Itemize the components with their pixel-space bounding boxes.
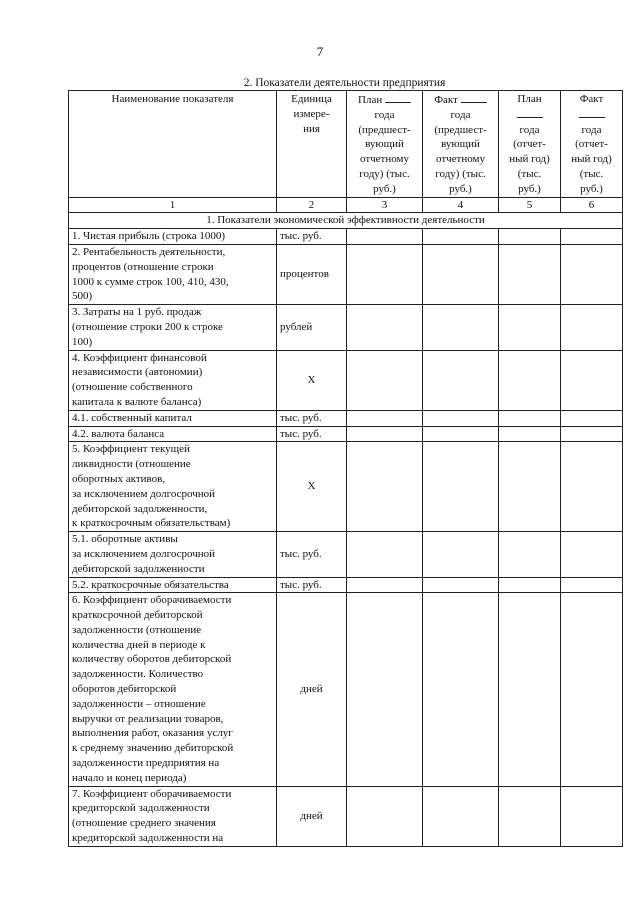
value-fact-report bbox=[561, 593, 623, 786]
indicator-label bbox=[69, 532, 277, 577]
value-fact-prev bbox=[423, 244, 499, 304]
indicator-unit: тыс. руб. bbox=[277, 410, 347, 426]
header-line: ный год) bbox=[571, 153, 612, 166]
header-line: (отчет- bbox=[575, 138, 608, 151]
value-plan-report bbox=[499, 410, 561, 426]
value-plan-report bbox=[499, 593, 561, 786]
indicator-unit: тыс. руб. bbox=[277, 577, 347, 593]
table-row bbox=[69, 593, 623, 786]
indicator-label-line: задолженности. Количество bbox=[72, 668, 204, 681]
indicator-unit: тыс. руб. bbox=[277, 426, 347, 442]
blank-year-line bbox=[517, 107, 543, 118]
header-line: Факт bbox=[434, 94, 458, 106]
header-line: руб.) bbox=[449, 182, 472, 195]
value-fact-report bbox=[561, 305, 623, 350]
indicator-unit: тыс. руб. bbox=[277, 532, 347, 577]
blank-year-line bbox=[385, 92, 411, 103]
header-fact-prev-year bbox=[423, 91, 499, 198]
indicator-label-line: задолженности – отношение bbox=[72, 697, 206, 710]
value-plan-prev bbox=[347, 426, 423, 442]
value-fact-report bbox=[561, 532, 623, 577]
column-number-row bbox=[69, 197, 623, 213]
table-row bbox=[69, 229, 623, 245]
indicator-unit: дней bbox=[277, 593, 347, 786]
header-line: отчетному bbox=[359, 153, 410, 166]
indicator-label-line: задолженности (отношение bbox=[72, 623, 202, 636]
header-unit-line: ния bbox=[303, 122, 320, 135]
indicator-label-line: 4.1. собственный капитал bbox=[72, 411, 192, 424]
indicator-label-line: 100) bbox=[72, 335, 93, 348]
value-fact-prev bbox=[423, 593, 499, 786]
value-fact-report bbox=[561, 410, 623, 426]
section-title: 1. Показатели экономической эффективности деятельности bbox=[69, 213, 623, 229]
value-plan-report bbox=[499, 350, 561, 410]
header-line: ный год) bbox=[509, 153, 550, 166]
header-line: (предшест- bbox=[434, 123, 487, 136]
section-row bbox=[69, 213, 623, 229]
indicator-label-line: 5. Коэффициент текущей bbox=[72, 443, 190, 456]
header-unit bbox=[277, 91, 347, 198]
indicator-label-line: количеству оборотов дебиторской bbox=[72, 653, 232, 666]
indicator-label-line: 7. Коэффициент оборачиваемости bbox=[72, 787, 232, 800]
table-row bbox=[69, 410, 623, 426]
indicator-label-line: 1000 к сумме строк 100, 410, 430, bbox=[72, 275, 229, 288]
column-number: 2 bbox=[277, 197, 347, 213]
indicator-label-line: оборотов дебиторской bbox=[72, 683, 177, 696]
header-line: году) (тыс. bbox=[359, 167, 410, 180]
column-number: 4 bbox=[423, 197, 499, 213]
header-line: руб.) bbox=[373, 182, 396, 195]
indicator-label-line: дебиторской задолженности, bbox=[72, 502, 208, 515]
table-row bbox=[69, 244, 623, 304]
indicator-unit: тыс. руб. bbox=[277, 229, 347, 245]
indicator-label-line: 2. Рентабельность деятельности, bbox=[72, 245, 226, 258]
value-fact-prev bbox=[423, 305, 499, 350]
header-line: года bbox=[374, 108, 395, 121]
indicator-label-line: оборотных активов, bbox=[72, 472, 166, 485]
value-plan-prev bbox=[347, 442, 423, 532]
indicator-label-line: (отношение строки 200 к строке bbox=[72, 320, 223, 333]
indicator-label bbox=[69, 305, 277, 350]
indicator-label-line: к среднему значению дебиторской bbox=[72, 742, 234, 755]
header-plan-report-year bbox=[499, 91, 561, 198]
indicator-label-line: 1. Чистая прибыль (строка 1000) bbox=[72, 230, 226, 243]
blank-year-line bbox=[461, 92, 487, 103]
indicator-label bbox=[69, 577, 277, 593]
value-fact-report bbox=[561, 244, 623, 304]
value-plan-prev bbox=[347, 305, 423, 350]
indicator-label bbox=[69, 229, 277, 245]
indicator-unit: дней bbox=[277, 786, 347, 846]
header-unit-line: измере- bbox=[293, 107, 330, 120]
indicator-label-line: 500) bbox=[72, 290, 93, 303]
indicator-label bbox=[69, 244, 277, 304]
value-plan-prev bbox=[347, 244, 423, 304]
indicator-unit: процентов bbox=[277, 244, 347, 304]
value-fact-report bbox=[561, 577, 623, 593]
value-plan-prev bbox=[347, 350, 423, 410]
header-line: года bbox=[581, 123, 602, 136]
value-plan-report bbox=[499, 244, 561, 304]
value-plan-prev bbox=[347, 532, 423, 577]
column-number: 3 bbox=[347, 197, 423, 213]
indicator-label-line: за исключением долгосрочной bbox=[72, 487, 216, 500]
table-row bbox=[69, 532, 623, 577]
header-fact-report-year bbox=[561, 91, 623, 198]
header-plan-prev-year bbox=[347, 91, 423, 198]
value-plan-report bbox=[499, 442, 561, 532]
indicator-label-line: 3. Затраты на 1 руб. продаж bbox=[72, 306, 202, 319]
indicator-label bbox=[69, 593, 277, 786]
value-fact-report bbox=[561, 426, 623, 442]
value-fact-report bbox=[561, 229, 623, 245]
header-line: (тыс. bbox=[517, 167, 542, 180]
value-fact-prev bbox=[423, 426, 499, 442]
header-row bbox=[69, 91, 623, 198]
table-caption: 2. Показатели деятельности предприятия bbox=[243, 77, 446, 89]
indicator-unit: рублей bbox=[277, 305, 347, 350]
value-fact-report bbox=[561, 442, 623, 532]
column-number: 1 bbox=[69, 197, 277, 213]
indicator-label-line: 6. Коэффициент оборачиваемости bbox=[72, 594, 232, 607]
value-fact-prev bbox=[423, 410, 499, 426]
value-plan-report bbox=[499, 229, 561, 245]
indicator-label bbox=[69, 350, 277, 410]
table-row bbox=[69, 305, 623, 350]
indicator-label-line: 4. Коэффициент финансовой bbox=[72, 351, 207, 364]
indicator-unit: X bbox=[277, 442, 347, 532]
indicator-label-line: дебиторской задолженности bbox=[72, 562, 205, 575]
indicator-label-line: процентов (отношение строки bbox=[72, 260, 214, 273]
header-line: вующий bbox=[365, 138, 404, 151]
indicator-label-line: краткосрочной дебиторской bbox=[72, 609, 203, 622]
indicator-label-line: (отношение собственного bbox=[72, 381, 193, 394]
header-line: году) (тыс. bbox=[435, 167, 486, 180]
value-fact-report bbox=[561, 786, 623, 846]
indicator-label-line: задолженности предприятия на bbox=[72, 757, 220, 770]
indicator-label-line: количества дней в периоде к bbox=[72, 638, 206, 651]
value-fact-prev bbox=[423, 350, 499, 410]
value-plan-prev bbox=[347, 577, 423, 593]
header-line: (отчет- bbox=[513, 138, 546, 151]
column-number: 6 bbox=[561, 197, 623, 213]
indicator-label bbox=[69, 442, 277, 532]
header-line: года bbox=[519, 123, 540, 136]
header-line: План bbox=[517, 93, 542, 105]
indicator-label bbox=[69, 410, 277, 426]
header-line: отчетному bbox=[435, 153, 486, 166]
value-fact-report bbox=[561, 350, 623, 410]
table-row bbox=[69, 786, 623, 846]
indicator-label bbox=[69, 786, 277, 846]
indicator-label-line: 4.2. валюта баланса bbox=[72, 427, 165, 440]
indicator-unit: X bbox=[277, 350, 347, 410]
indicator-label-line: к краткосрочным обязательствам) bbox=[72, 517, 231, 530]
indicator-label-line: кредиторской задолженности на bbox=[72, 832, 224, 845]
header-line: руб.) bbox=[518, 182, 541, 195]
table-row bbox=[69, 426, 623, 442]
value-fact-prev bbox=[423, 442, 499, 532]
header-line: Факт bbox=[579, 93, 604, 105]
value-fact-prev bbox=[423, 532, 499, 577]
indicator-label-line: за исключением долгосрочной bbox=[72, 547, 216, 560]
value-plan-report bbox=[499, 786, 561, 846]
value-fact-prev bbox=[423, 229, 499, 245]
header-line: План bbox=[358, 94, 383, 106]
header-line: года bbox=[450, 108, 471, 121]
indicator-label-line: 5.2. краткосрочные обязательства bbox=[72, 578, 229, 591]
value-fact-prev bbox=[423, 577, 499, 593]
indicators-table bbox=[68, 90, 623, 847]
header-line: (предшест- bbox=[358, 123, 411, 136]
value-plan-report bbox=[499, 532, 561, 577]
table-row bbox=[69, 442, 623, 532]
indicator-label bbox=[69, 426, 277, 442]
indicator-label-line: капитала к валюте баланса) bbox=[72, 395, 202, 408]
value-plan-report bbox=[499, 305, 561, 350]
column-number: 5 bbox=[499, 197, 561, 213]
indicator-label-line: кредиторской задолженности bbox=[72, 802, 210, 815]
indicator-label-line: ликвидности (отношение bbox=[72, 458, 191, 471]
header-indicator-name: Наименование показателя bbox=[69, 91, 277, 198]
header-unit-line: Единица bbox=[291, 93, 332, 105]
value-plan-prev bbox=[347, 229, 423, 245]
header-line: вующий bbox=[441, 138, 480, 151]
indicator-label-line: 5.1. оборотные активы bbox=[72, 533, 178, 546]
page-number: 7 bbox=[316, 44, 324, 59]
header-line: руб.) bbox=[580, 182, 603, 195]
table-row bbox=[69, 350, 623, 410]
indicator-label-line: начало и конец периода) bbox=[72, 771, 187, 784]
table-row bbox=[69, 577, 623, 593]
indicator-label-line: (отношение среднего значения bbox=[72, 817, 216, 830]
header-line: (тыс. bbox=[579, 167, 604, 180]
indicator-label-line: независимости (автономии) bbox=[72, 366, 203, 379]
indicator-label-line: выручки от реализации товаров, bbox=[72, 712, 224, 725]
indicator-label-line: выполнения работ, оказания услуг bbox=[72, 727, 233, 740]
value-plan-report bbox=[499, 577, 561, 593]
value-plan-report bbox=[499, 426, 561, 442]
value-plan-prev bbox=[347, 593, 423, 786]
value-fact-prev bbox=[423, 786, 499, 846]
blank-year-line bbox=[579, 107, 605, 118]
value-plan-prev bbox=[347, 786, 423, 846]
value-plan-prev bbox=[347, 410, 423, 426]
